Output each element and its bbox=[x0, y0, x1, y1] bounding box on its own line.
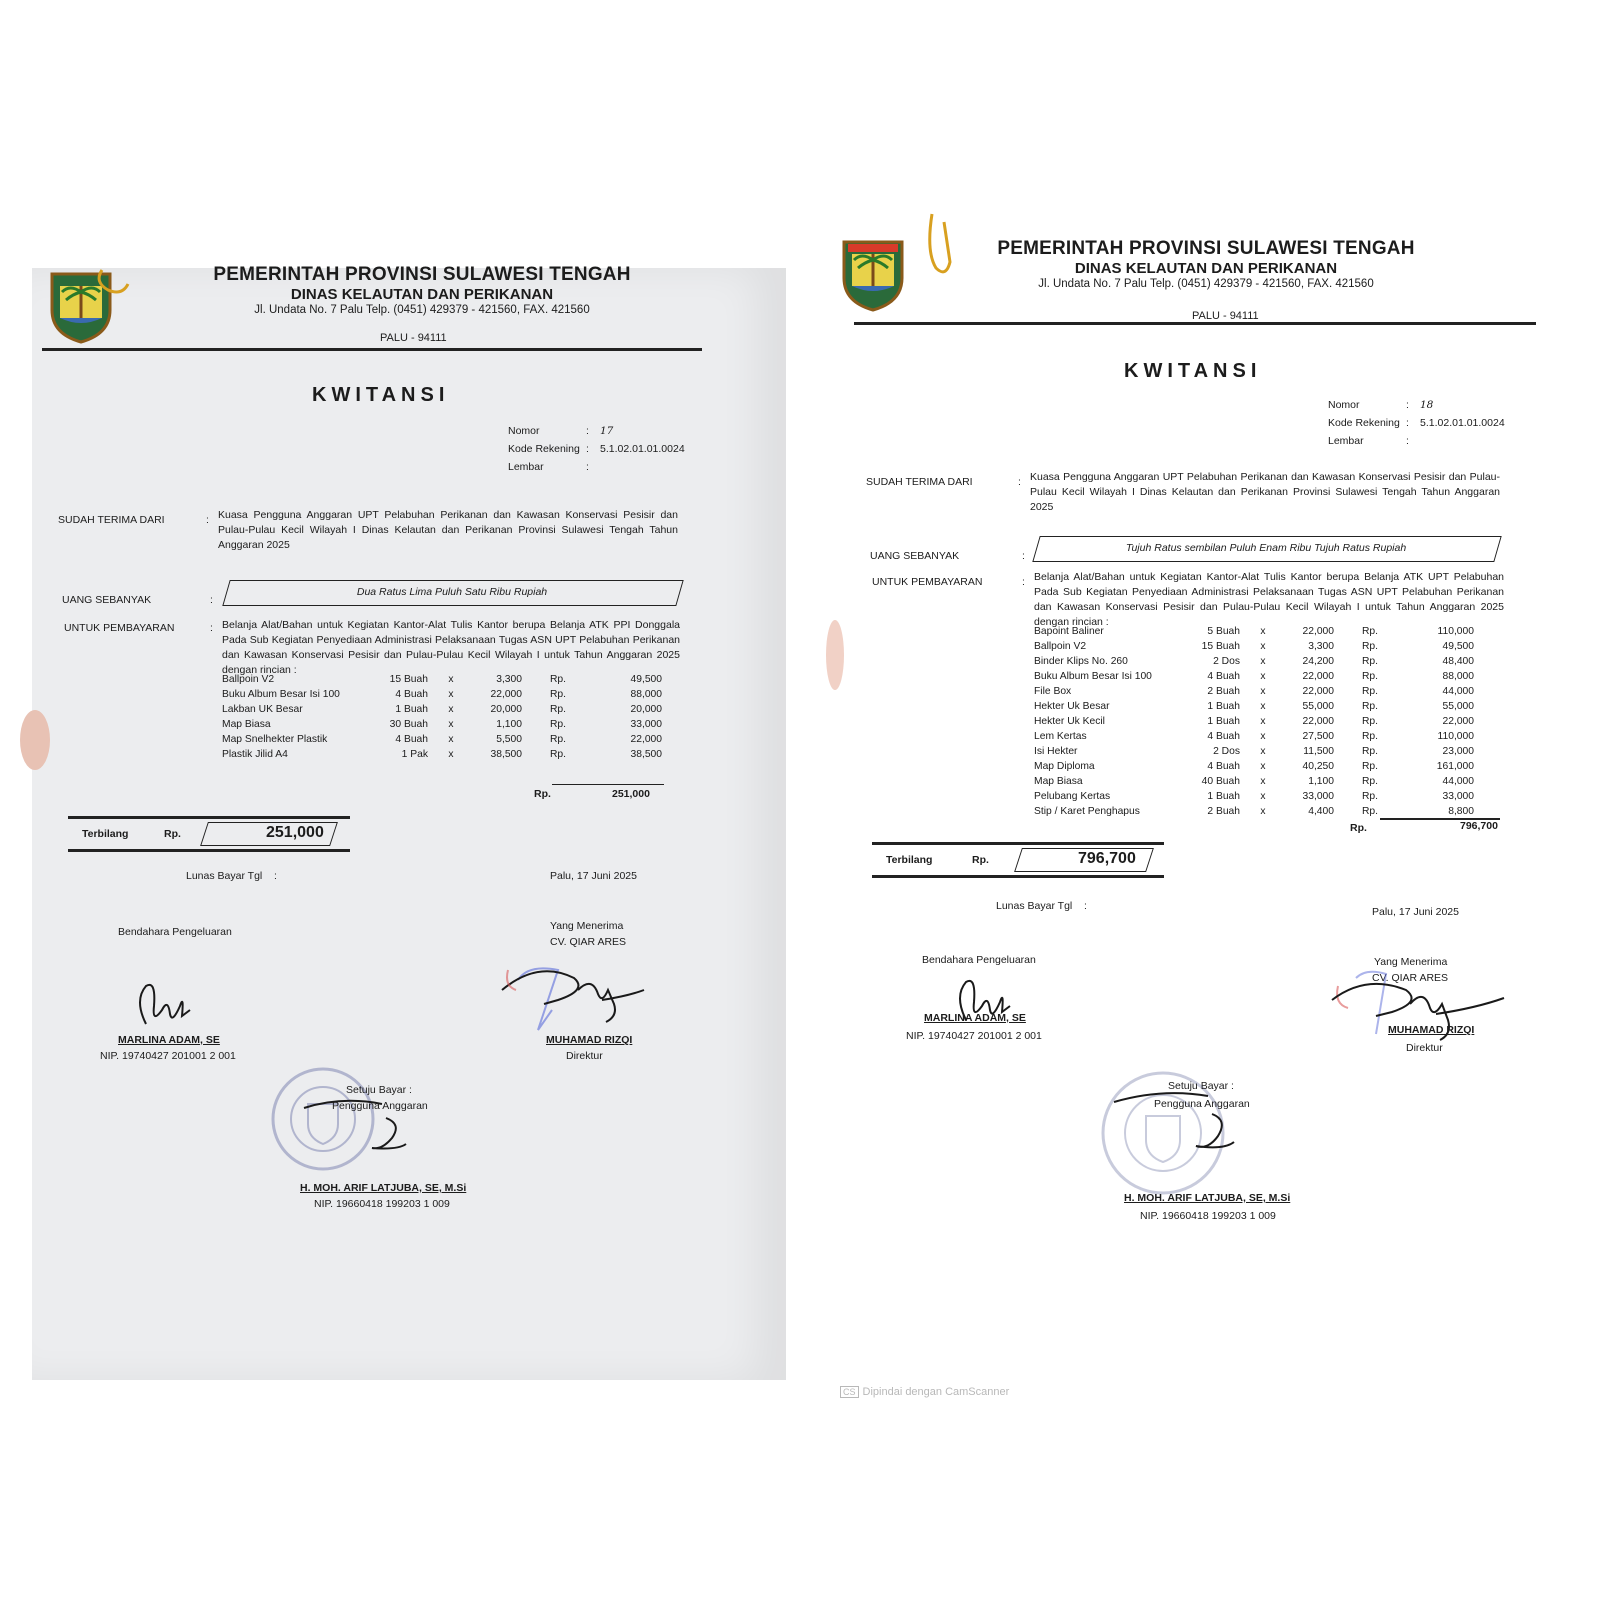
item-name: Plastik Jilid A4 bbox=[222, 749, 288, 760]
item-multiply: x bbox=[1260, 746, 1266, 757]
untuk-pembayaran-value: Belanja Alat/Bahan untuk Kegiatan Kantor-Alat Tulis Kantor berupa Belanja ATK PPI Donggala Pada Sub Kegiatan Penyediaan Administrasi Pelaksanaan Tugas ASN UPT Pelabuhan Perikanan dan Kawasan Konservasi Pesisir dan Pulau-Pulau Kecil Wilayah I untuk Tahun Anggaran 2025 dengan rincian : bbox=[222, 619, 680, 676]
untuk-pembayaran-label: UNTUK PEMBAYARAN bbox=[872, 576, 983, 588]
uang-sebanyak-value: Dua Ratus Lima Puluh Satu Ribu Rupiah bbox=[356, 586, 548, 598]
item-rp: Rp. bbox=[550, 719, 567, 730]
item-total: 8,800 bbox=[1448, 806, 1474, 817]
item-name: Binder Klips No. 260 bbox=[1034, 656, 1128, 667]
item-rp: Rp. bbox=[1362, 791, 1379, 802]
item-row bbox=[1034, 654, 1474, 669]
kode-rekening-value: 5.1.02.01.01.0024 bbox=[600, 443, 685, 455]
item-total: 22,000 bbox=[630, 734, 662, 745]
item-multiply: x bbox=[1260, 626, 1266, 637]
item-name: Lem Kertas bbox=[1034, 731, 1087, 742]
item-qty: 30 Buah bbox=[389, 719, 428, 730]
item-price: 11,500 bbox=[1303, 746, 1334, 757]
item-rp: Rp. bbox=[1362, 656, 1379, 667]
letterhead-rule bbox=[42, 348, 702, 351]
item-price: 1,100 bbox=[1308, 776, 1334, 787]
item-row bbox=[1034, 639, 1474, 654]
item-total: 88,000 bbox=[1442, 671, 1474, 682]
item-qty: 40 Buah bbox=[1201, 776, 1240, 787]
item-name: Isi Hekter bbox=[1034, 746, 1078, 757]
item-price: 40,250 bbox=[1302, 761, 1334, 772]
item-rp: Rp. bbox=[550, 674, 567, 685]
item-qty: 4 Buah bbox=[1207, 671, 1240, 682]
item-price: 22,000 bbox=[1302, 626, 1334, 637]
item-rp: Rp. bbox=[1362, 776, 1379, 787]
bendahara-nip: NIP. 19740427 201001 2 001 bbox=[100, 1050, 236, 1062]
item-price: 1,100 bbox=[496, 719, 522, 730]
letterhead-line1: PEMERINTAH PROVINSI SULAWESI TENGAH bbox=[997, 238, 1415, 259]
item-rp: Rp. bbox=[1362, 626, 1379, 637]
total-rule-left bbox=[552, 784, 664, 785]
item-rp: Rp. bbox=[550, 749, 567, 760]
place-date: Palu, 17 Juni 2025 bbox=[550, 870, 637, 882]
item-total: 88,000 bbox=[630, 689, 662, 700]
item-row bbox=[1034, 789, 1474, 804]
bendahara-label: Bendahara Pengeluaran bbox=[922, 954, 1036, 966]
letterhead-address: Jl. Undata No. 7 Palu Telp. (0451) 429379 - 421560, FAX. 421560 bbox=[254, 304, 590, 316]
item-total: 49,500 bbox=[1442, 641, 1474, 652]
item-row bbox=[222, 747, 662, 762]
item-name: Buku Album Besar Isi 100 bbox=[1034, 671, 1152, 682]
item-name: Map Snelhekter Plastik bbox=[222, 734, 328, 745]
paperclip-icon bbox=[94, 268, 134, 298]
item-price: 4,400 bbox=[1308, 806, 1334, 817]
item-qty: 4 Buah bbox=[1207, 731, 1240, 742]
item-price: 22,000 bbox=[1302, 716, 1334, 727]
item-rp: Rp. bbox=[1362, 761, 1379, 772]
item-name: Pelubang Kertas bbox=[1034, 791, 1111, 802]
letterhead-line2: DINAS KELAUTAN DAN PERIKANAN bbox=[1074, 260, 1338, 277]
receipt-meta: Nomor : 17 Kode Rekening : 5.1.02.01.01.0024 Lembar : bbox=[508, 422, 685, 476]
scanner-label: Dipindai dengan CamScanner bbox=[862, 1386, 1010, 1398]
item-row bbox=[222, 717, 662, 732]
item-qty: 2 Dos bbox=[1213, 746, 1240, 757]
pengguna-anggaran-label: Pengguna Anggaran bbox=[332, 1100, 428, 1112]
item-total: 23,000 bbox=[1442, 746, 1474, 757]
scanner-watermark bbox=[840, 1386, 1009, 1398]
receiver-signature-stamp bbox=[498, 960, 648, 1040]
terbilang-amount-left: 251,000 bbox=[266, 824, 324, 841]
item-rp: Rp. bbox=[1362, 641, 1379, 652]
letterhead-line2: DINAS KELAUTAN DAN PERIKANAN bbox=[290, 286, 554, 303]
item-qty: 1 Buah bbox=[1207, 791, 1240, 802]
item-row bbox=[222, 732, 662, 747]
document-title: KWITANSI bbox=[312, 384, 450, 406]
item-multiply: x bbox=[448, 734, 454, 745]
terbilang-block-left: Terbilang Rp. 251,000 bbox=[68, 816, 350, 852]
item-multiply: x bbox=[1260, 641, 1266, 652]
item-qty: 15 Buah bbox=[389, 674, 428, 685]
item-rp: Rp. bbox=[1362, 716, 1379, 727]
item-row bbox=[222, 702, 662, 717]
item-row bbox=[1034, 729, 1474, 744]
item-multiply: x bbox=[1260, 701, 1266, 712]
item-multiply: x bbox=[448, 689, 454, 700]
item-multiply: x bbox=[448, 704, 454, 715]
item-price: 27,500 bbox=[1302, 731, 1334, 742]
item-total: 20,000 bbox=[630, 704, 662, 715]
item-row bbox=[1034, 744, 1474, 759]
item-name: Buku Album Besar Isi 100 bbox=[222, 689, 340, 700]
nomor-value: 17 bbox=[600, 425, 614, 437]
receiver-signature-stamp bbox=[1326, 964, 1506, 1054]
pa-nip: NIP. 19660418 199203 1 009 bbox=[314, 1198, 450, 1210]
item-multiply: x bbox=[1260, 761, 1266, 772]
item-total: 110,000 bbox=[1437, 731, 1474, 742]
item-price: 55,000 bbox=[1302, 701, 1334, 712]
item-qty: 15 Buah bbox=[1201, 641, 1240, 652]
item-qty: 1 Buah bbox=[1207, 716, 1240, 727]
bendahara-name: MARLINA ADAM, SE bbox=[118, 1034, 220, 1046]
lunas-label: Lunas Bayar Tgl : bbox=[186, 870, 277, 882]
pa-nip: NIP. 19660418 199203 1 009 bbox=[1140, 1210, 1276, 1222]
item-total: 33,000 bbox=[1442, 791, 1474, 802]
item-rp: Rp. bbox=[550, 734, 567, 745]
letterhead bbox=[946, 238, 1466, 290]
penerima-title: Direktur bbox=[566, 1050, 603, 1062]
receipt-photo-left: PEMERINTAH PROVINSI SULAWESI TENGAH DINAS KELAUTAN DAN PERIKANAN Jl. Undata No. 7 Palu Telp. (0451) 429379 - 421560, FAX. 421560 PALU - 94111 KWITANSI Nomor : 17 Kode Rekening : 5.1.02.01.01.0024 Lembar : SUDAH TERIMA DARI : Kuasa Pengguna Anggaran UPT Pelabuhan Perikanan dan Kawasan Konservasi Pesisir dan Pulau-Pulau Kecil Wilayah I Dinas Kelautan dan Perikanan Provinsi Sulawesi Tengah Tahun Anggaran 2025 UANG SEBANYAK : Dua Ratus Lima Puluh Satu Ribu Rupiah UNTUK PEMBAYARAN : Belanja Alat/Bahan untuk Kegiatan Kantor-Alat Tulis Kantor berupa Belanja ATK PPI Donggala Pada Sub Kegiatan Penyediaan Administrasi Pelaksanaan Tugas ASN UPT Pelabuhan Perikanan dan Kawasan Konservasi Pesisir dan Pulau-Pulau Kecil Wilayah I untuk Tahun Anggaran 2025 dengan rincian : Ballpoin V2 15 Buah x 3,300 Rp. 49,500 Buku Album Besar Isi 100 4 Buah x 22,000 Rp. 88,000 Lakban UK Besar 1 Buah x 20,000 Rp. 20,000 Map Biasa 30 Buah x 1,100 Rp. 33,000 Map Snelhekter Plastik 4 Buah x 5,500 Rp. 22,000 Plastik Jilid A4 1 Pak x 38,500 Rp. 38,500 Rp. 251,000 Terbilang Rp. 251,000 Lunas Bayar Tgl : Palu, 17 Juni 2025 Bendahara Pengeluaran Yang Menerima CV. QIAR ARES MARLINA ADAM, SE NIP. 19740427 201001 2 001 MUHAMAD RIZQI Direktur Setuju Bayar : Pengguna Anggaran H. MOH. ARIF LATJUBA, SE, M.Si NIP. 19660418 199203 1 009 bbox=[32, 268, 786, 1380]
item-rp: Rp. bbox=[1362, 701, 1379, 712]
item-total: 33,000 bbox=[630, 719, 662, 730]
finger bbox=[20, 710, 50, 770]
province-emblem bbox=[840, 238, 906, 312]
sudah-terima-value: Kuasa Pengguna Anggaran UPT Pelabuhan Perikanan dan Kawasan Konservasi Pesisir dan Pulau-Pulau Kecil Wilayah I Dinas Kelautan dan Perikanan Provinsi Sulawesi Tengah Tahun Anggaran 2025 bbox=[218, 509, 678, 551]
sudah-terima-label: SUDAH TERIMA DARI bbox=[866, 476, 973, 488]
item-multiply: x bbox=[1260, 656, 1266, 667]
terbilang-label: Terbilang bbox=[82, 828, 129, 840]
document-title: KWITANSI bbox=[1124, 360, 1262, 382]
item-multiply: x bbox=[1260, 776, 1266, 787]
terbilang-amount-right: 796,700 bbox=[1078, 850, 1136, 867]
item-price: 5,500 bbox=[496, 734, 522, 745]
item-rp: Rp. bbox=[1362, 746, 1379, 757]
cv-name: CV. QIAR ARES bbox=[1372, 972, 1449, 984]
letterhead-line1: PEMERINTAH PROVINSI SULAWESI TENGAH bbox=[213, 264, 631, 285]
item-price: 22,000 bbox=[490, 689, 522, 700]
bendahara-signature bbox=[132, 980, 202, 1030]
item-rp: Rp. bbox=[1362, 806, 1379, 817]
grand-total-rp-right: Rp. bbox=[1350, 822, 1367, 834]
item-qty: 1 Pak bbox=[401, 749, 428, 760]
item-multiply: x bbox=[1260, 806, 1266, 817]
terbilang-block-right: Terbilang Rp. 796,700 bbox=[872, 842, 1164, 878]
item-row bbox=[222, 687, 662, 702]
item-price: 20,000 bbox=[490, 704, 522, 715]
letterhead-address: Jl. Undata No. 7 Palu Telp. (0451) 429379 - 421560, FAX. 421560 bbox=[1038, 278, 1374, 290]
item-name: Stip / Karet Penghapus bbox=[1034, 806, 1140, 817]
item-total: 49,500 bbox=[630, 674, 662, 685]
place-date: Palu, 17 Juni 2025 bbox=[1372, 906, 1459, 918]
item-multiply: x bbox=[1260, 791, 1266, 802]
untuk-pembayaran-value: Belanja Alat/Bahan untuk Kegiatan Kantor-Alat Tulis Kantor berupa Belanja ATK UPT Pelabuhan Pada Sub Kegiatan Penyediaan Administrasi Pelaksanaan Tugas ASN UPT Pelabuhan Perikanan dan Kawasan Konservasi Pesisir dan Pulau-Pulau Kecil Wilayah I untuk Tahun Anggaran 2025 dengan rincian : bbox=[1034, 571, 1504, 628]
terbilang-label: Terbilang bbox=[886, 854, 933, 866]
grand-total-right: 796,700 bbox=[1460, 820, 1498, 832]
item-qty: 1 Buah bbox=[1207, 701, 1240, 712]
nomor-label: Nomor bbox=[508, 425, 540, 437]
receipt-scan-right: PEMERINTAH PROVINSI SULAWESI TENGAH DINAS KELAUTAN DAN PERIKANAN Jl. Undata No. 7 Palu Telp. (0451) 429379 - 421560, FAX. 421560 PALU - 94111 KWITANSI Nomor : 18 Kode Rekening : 5.1.02.01.01.0024 Lembar : SUDAH TERIMA DARI : Kuasa Pengguna Anggaran UPT Pelabuhan Perikanan dan Kawasan Konservasi Pesisir dan Pulau-Pulau Kecil Wilayah I Dinas Kelautan dan Perikanan Provinsi Sulawesi Tengah Tahun Anggaran 2025 UANG SEBANYAK : Tujuh Ratus sembilan Puluh Enam Ribu Tujuh Ratus Rupiah UNTUK PEMBAYARAN : Belanja Alat/Bahan untuk Kegiatan Kantor-Alat Tulis Kantor berupa Belanja ATK UPT Pelabuhan Pada Sub Kegiatan Penyediaan Administrasi Pelaksanaan Tugas ASN UPT Pelabuhan Perikanan dan Kawasan Konservasi Pesisir dan Pulau-Pulau Kecil Wilayah I untuk Tahun Anggaran 2025 dengan rincian : Bapoint Baliner 5 Buah x 22,000 Rp. 110,000 Ballpoin V2 15 Buah x 3,300 Rp. 49,500 Binder Klips No. 260 2 Dos x 24,200 Rp. 48,400 Buku Album Besar Isi 100 4 Buah x 22,000 Rp. 88,000 File Box 2 Buah x 22,000 Rp. 44,000 Hekter Uk Besar 1 Buah x 55,000 Rp. 55,000 Hekter Uk Kecil 1 Buah x 22,000 Rp. 22,000 Lem Kertas 4 Buah x 27,500 Rp. 110,000 Isi Hekter 2 Dos x 11,500 Rp. 23,000 Map Diploma 4 Buah x 40,250 Rp. 161,000 Map Biasa 40 Buah x 1,100 Rp. 44,000 Pelubang Kertas 1 Buah x 33,000 Rp. 33,000 Stip / Karet Penghapus 2 Buah x 4,400 Rp. 8,800 Rp. 796,700 Terbilang Rp. 796,700 Lunas Bayar Tgl : Palu, 17 Juni 2025 Bendahara Pengeluaran Yang Menerima CV. QIAR ARES MARLINA ADAM, SE NIP. 19740427 201001 2 001 MUHAMAD RIZQI Direktur Setuju Bayar : Pengguna Anggaran H. MOH. ARIF LATJUBA, SE, M.Si NIP. 19660418 199203 1 009 bbox=[836, 214, 1572, 1378]
item-qty: 5 Buah bbox=[1207, 626, 1240, 637]
item-qty: 4 Buah bbox=[1207, 761, 1240, 772]
item-name: Map Diploma bbox=[1034, 761, 1095, 772]
item-name: Ballpoin V2 bbox=[222, 674, 275, 685]
yang-menerima-label: Yang Menerima bbox=[1374, 956, 1448, 968]
item-row bbox=[1034, 804, 1474, 819]
item-price: 24,200 bbox=[1302, 656, 1334, 667]
item-row bbox=[1034, 624, 1474, 639]
untuk-pembayaran-label: UNTUK PEMBAYARAN bbox=[64, 622, 175, 634]
item-multiply: x bbox=[1260, 731, 1266, 742]
item-qty: 1 Buah bbox=[395, 704, 428, 715]
bendahara-name: MARLINA ADAM, SE bbox=[924, 1012, 1026, 1024]
receipt-meta: Nomor : 18 Kode Rekening : 5.1.02.01.01.0024 Lembar : bbox=[1328, 396, 1505, 450]
item-price: 38,500 bbox=[490, 749, 522, 760]
item-rp: Rp. bbox=[1362, 686, 1379, 697]
item-row bbox=[1034, 684, 1474, 699]
kode-rekening-label: Kode Rekening bbox=[508, 443, 580, 455]
grand-total-rp-left: Rp. bbox=[534, 788, 551, 800]
item-total: 38,500 bbox=[630, 749, 662, 760]
item-total: 55,000 bbox=[1442, 701, 1474, 712]
item-row bbox=[222, 672, 662, 687]
item-row bbox=[1034, 774, 1474, 789]
item-name: Bapoint Baliner bbox=[1034, 626, 1104, 637]
yang-menerima-label: Yang Menerima bbox=[550, 920, 624, 932]
item-qty: 2 Dos bbox=[1213, 656, 1240, 667]
item-total: 48,400 bbox=[1442, 656, 1474, 667]
item-multiply: x bbox=[1260, 716, 1266, 727]
letterhead-city: PALU - 94111 bbox=[380, 332, 447, 344]
item-total: 22,000 bbox=[1442, 716, 1474, 727]
item-qty: 4 Buah bbox=[395, 734, 428, 745]
lunas-label: Lunas Bayar Tgl : bbox=[996, 900, 1087, 912]
item-row bbox=[1034, 669, 1474, 684]
pa-name: H. MOH. ARIF LATJUBA, SE, M.Si bbox=[1124, 1192, 1291, 1204]
penerima-name: MUHAMAD RIZQI bbox=[546, 1034, 633, 1046]
lembar-label: Lembar bbox=[1328, 435, 1364, 447]
pa-name: H. MOH. ARIF LATJUBA, SE, M.Si bbox=[300, 1182, 467, 1194]
sudah-terima-label: SUDAH TERIMA DARI bbox=[58, 514, 165, 526]
item-row bbox=[1034, 699, 1474, 714]
item-rp: Rp. bbox=[1362, 671, 1379, 682]
item-rp: Rp. bbox=[550, 689, 567, 700]
item-price: 3,300 bbox=[1308, 641, 1334, 652]
items-table-left bbox=[222, 672, 662, 762]
item-total: 44,000 bbox=[1442, 686, 1474, 697]
uang-sebanyak-label: UANG SEBANYAK bbox=[62, 594, 152, 606]
item-total: 110,000 bbox=[1437, 626, 1474, 637]
item-row bbox=[1034, 714, 1474, 729]
camscanner-icon: CS bbox=[840, 1386, 859, 1398]
item-price: 22,000 bbox=[1302, 671, 1334, 682]
pengguna-anggaran-label: Pengguna Anggaran bbox=[1154, 1098, 1250, 1110]
item-qty: 4 Buah bbox=[395, 689, 428, 700]
setuju-bayar-label: Setuju Bayar : bbox=[346, 1084, 412, 1096]
item-name: Hekter Uk Kecil bbox=[1034, 716, 1105, 727]
letterhead-rule bbox=[854, 322, 1536, 325]
item-qty: 2 Buah bbox=[1207, 806, 1240, 817]
sudah-terima-value: Kuasa Pengguna Anggaran UPT Pelabuhan Perikanan dan Kawasan Konservasi Pesisir dan Pulau-Pulau Kecil Wilayah I Dinas Kelautan dan Perikanan Provinsi Sulawesi Tengah Tahun Anggaran 2025 bbox=[1030, 471, 1500, 513]
item-name: Lakban UK Besar bbox=[222, 704, 303, 715]
uang-sebanyak-label: UANG SEBANYAK bbox=[870, 550, 960, 562]
item-row bbox=[1034, 759, 1474, 774]
item-name: File Box bbox=[1034, 686, 1072, 697]
kode-rekening-value: 5.1.02.01.01.0024 bbox=[1420, 417, 1505, 429]
item-name: Map Biasa bbox=[1034, 776, 1083, 787]
item-price: 33,000 bbox=[1302, 791, 1334, 802]
item-multiply: x bbox=[448, 719, 454, 730]
letterhead bbox=[162, 264, 682, 316]
nomor-label: Nomor bbox=[1328, 399, 1360, 411]
nomor-value: 18 bbox=[1420, 399, 1434, 411]
setuju-bayar-label: Setuju Bayar : bbox=[1168, 1080, 1234, 1092]
finger bbox=[826, 620, 844, 690]
grand-total-left: 251,000 bbox=[612, 788, 650, 800]
item-multiply: x bbox=[1260, 671, 1266, 682]
bendahara-label: Bendahara Pengeluaran bbox=[118, 926, 232, 938]
pa-signature bbox=[302, 1088, 412, 1158]
item-total: 161,000 bbox=[1436, 761, 1474, 772]
item-rp: Rp. bbox=[1362, 731, 1379, 742]
uang-sebanyak-value: Tujuh Ratus sembilan Puluh Enam Ribu Tujuh Ratus Rupiah bbox=[1125, 542, 1407, 554]
item-total: 44,000 bbox=[1442, 776, 1474, 787]
penerima-name: MUHAMAD RIZQI bbox=[1388, 1024, 1475, 1036]
item-multiply: x bbox=[448, 674, 454, 685]
item-price: 22,000 bbox=[1302, 686, 1334, 697]
cv-name: CV. QIAR ARES bbox=[550, 936, 627, 948]
penerima-title: Direktur bbox=[1406, 1042, 1443, 1054]
bendahara-nip: NIP. 19740427 201001 2 001 bbox=[906, 1030, 1042, 1042]
item-multiply: x bbox=[1260, 686, 1266, 697]
pa-signature bbox=[1112, 1080, 1242, 1160]
item-name: Ballpoin V2 bbox=[1034, 641, 1087, 652]
lembar-label: Lembar bbox=[508, 461, 544, 473]
item-rp: Rp. bbox=[550, 704, 567, 715]
item-name: Hekter Uk Besar bbox=[1034, 701, 1110, 712]
item-name: Map Biasa bbox=[222, 719, 271, 730]
kode-rekening-label: Kode Rekening bbox=[1328, 417, 1400, 429]
item-qty: 2 Buah bbox=[1207, 686, 1240, 697]
item-multiply: x bbox=[448, 749, 454, 760]
items-table-right bbox=[1034, 624, 1474, 819]
item-price: 3,300 bbox=[496, 674, 522, 685]
letterhead-city: PALU - 94111 bbox=[1192, 310, 1259, 322]
